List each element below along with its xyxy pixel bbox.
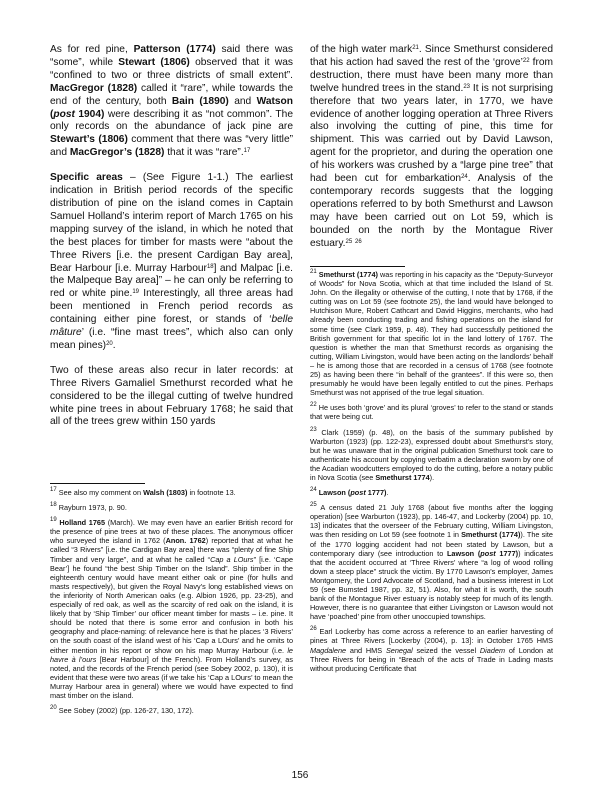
text-run: ) reported that at what he called “3 Rivers” [i.e. the Cardigan Bay area] there was “plenty of fine Ship Timber and very large”, and at what he called “ [50,536,294,564]
footnote [310,503,553,621]
text-run: Clark (1959) (p. 48), on the basis of the summary published by Warburton (1923) (pp. 122-23), expressed doubt about Smethurst’s story, but he was unaware that in the original publication Smethurst took care to authenticate his account by copying verbatim a declaration sworn by one of the Acadian woodcutters employed to do the cutting, before a notary public in Nova Scotia (see [310,427,553,482]
page-number: 156 [291,770,309,781]
text-run: comment that there was “very little” and [50,134,294,159]
text-run: It is not surprising therefore that two years later, in 1770, we have evidence of another logging operation at Three Rivers also involving the cutting of pine, this time for shipment. This was carried out by David Lawson, agent for the proprietor, and during the operation one of his workers was crushed by a “large pine tree” that had been cut for embarkation [310,82,553,185]
left-body [50,44,293,429]
text-run: was reporting in his capacity as the “Deputy-Surveyor of Woods” for Nova Scotia, which at that time included the Island of St. John. On the illegality or otherwise of the cutting, I note that by 1768, if the cutting was on Lot 59 (see footnote 25), the land would have belonged to Hutchison Mure, Robert Cathcart and David Higgins, merchants, who had already been conducting trading and fishing operations on the island for some time (see Clark 1959, p. 48). They had successfully petitioned the British government for that specific lot in the land lottery of 1767. The question is whether the man that Smethurst records as organising the cutting, William Livingston, would have been acting on the landlords’ behalf – he is among those that are recorded in a census of 1768 (see footnote 25) as having been there “in behalf of the grantees”. If this were so, then presumably he would have been legally entitled to cut the pines. Perhaps Smethurst was not apprised of the true legal situation. [310,270,553,398]
text-run: and HMS [346,645,386,655]
footnote-rule [310,266,405,267]
footnote-marker: 22 [310,402,317,409]
text-run: Bain (1890) [171,95,229,107]
text-run: ) indicates that the accident occurred at ‘Three Rivers’ where “a log of wood rolling down a steep place” struck the victim. By 1770 Lawson’s employer, James Montgomery, the Lord Advocate of Scotland, had a business interest in Lot 59 (see Bumsted 1987, pp. 32, 51). Also, for what it is worth, the south bank of the Montague River estuary is notably steep for much of its length. However, there is no guarantee that either Livingston or Lawson would not have ‘poached’ pine from other unoccupied townships. [310,548,553,622]
footnote-marker: 26 [355,238,362,245]
text-run: Senegal [385,645,413,655]
text-run: Anon. 1762 [165,536,206,546]
text-run: . [386,488,389,498]
text-run: See also my comment on [56,488,144,497]
text-run: said there was “some”, while [50,44,293,68]
text-run: post [480,548,496,558]
footnote-marker: 18 [206,263,214,270]
left-footnotes [50,488,293,721]
footnote [50,706,293,715]
text-run: 1777) [365,488,387,498]
text-run: ). The site of the 1770 logging accident had not been stated by Lawson, but a contemporary diary (see introduction to [310,530,553,558]
text-run: Smethurst (1774) [318,270,378,279]
text-run: Lawson ( [318,488,351,498]
text-run: le havre à l’ours [50,645,293,664]
text-run: Diadem [479,645,506,655]
text-run: (March). We may even have an earlier British record for the presence of pine trees at two of these places. The anonymous officer who surveyed the island in 1762 ( [50,518,294,546]
text-run: from destruction, there must have been many more than twelve hundred trees in the stand. [310,56,553,94]
right-body [310,44,553,251]
text-run: of the high water mark [310,44,413,55]
footnote [50,503,293,512]
paragraph-gap [50,160,293,172]
footnote-marker: 21 [412,45,419,51]
footnote-marker: 21 [310,269,317,275]
text-run: A census dated 21 July 1768 (about five months after the logging operation) [see Warburton (1923), pp. 146-47, and Lockerby (2004) pp. 10, 13] indicates that the overseer of the February cutting, William Livingston, was then residing on Lot 59 (see footnote 1 in [310,503,553,540]
footnote-marker: 24 [461,174,468,181]
text-run: that it was “rare”. [164,147,244,159]
text-run: called it “rare”, while towards the end of the century, both [50,82,294,107]
text-run: . Analysis of the contemporary records suggests that the logging operations referred to by both Smethurst and Lawson may have been carried out on Lot 59, which is bounded on the north by the Montague River estuary. [310,173,553,249]
left-footnote-list [50,488,293,715]
footnote [50,518,293,700]
text-run: ] and Malpac [i.e. the Malpeque Bay area]” – he can only be referring to red or white pine. [50,262,293,300]
text-run: Rayburn 1973, p. 90. [56,503,127,513]
text-run: – (See Figure 1-1.) The earliest indication in British period records of the specific distribution of pine on the island comes in Captain Samuel Holland’s interim report of March 1765 on his mapping survey of the island, in which he noted that the best places for timber for masts were “about the Three Rivers [i.e. the present Cardigan Bay area], Bear Harbour [i.e. Murray Harbour [50,172,294,274]
paragraph [50,172,293,353]
text-run: He uses both ‘grove’ and its plural ‘groves’ to refer to the stand or stands that were being cut. [310,403,553,422]
text-run: ). [429,472,435,482]
text-run: post [53,108,75,120]
footnote-marker: 25 [310,502,317,509]
footnote-rule [50,483,145,484]
footnote-marker: 23 [310,426,317,433]
footnote-marker: 19 [132,289,140,296]
paragraph [50,44,293,160]
text-run: Stewart’s (1806) [50,134,128,146]
footnote-marker: 17 [50,487,57,493]
footnote-marker: 24 [310,487,317,494]
text-run: Patterson (1774) [133,44,216,55]
text-run: . [112,339,116,351]
footnote-marker: 20 [106,340,113,347]
footnote [310,270,553,397]
footnote-marker: 18 [50,502,57,509]
text-run: Specific areas [50,172,123,184]
text-run: Smethurst 1774 [375,472,430,482]
text-run: Walsh (1803) [143,488,188,497]
right-footnotes [310,270,553,679]
text-run: ” [i.e. ‘Cape Bear’] he found “the best Ship Timber on the Island”. Ship timber in the eighteenth century would have meant either oak or pine (for hulls and masts respectively), but given the Royal Navy’s long established views on the inferiority of North American oaks (e.g. Albion 1926, pp. 23-25), and especially of red oak, as well as the scarcity of red oak on the island, it is likely that by ‘Ship Timber’ our officer meant timber for masts – i.e. pine. It should be noted that there is some error and confusion in both his geography and place-naming: of relevance here is that he places ‘3 Rivers’ on the south coast of the island west of his ‘Cap a LOurs’ and he omits to either mention in his report or show on his map Murray Harbour (i.e. [50,554,293,655]
left-column [50,44,293,429]
footnote-marker: 22 [522,57,530,64]
right-column [310,44,553,251]
text-run: Holland 1765 [59,518,106,528]
footnote [310,627,553,672]
text-run: belle mâture [50,314,293,339]
footnote-marker: 19 [50,517,57,524]
footnote [310,403,553,421]
paragraph [50,365,293,430]
text-run: [Bear Harbour] of the French). From Holland’s survey, as noted, and the records of the French period (see Sobey 2002, p. 130), it is evident that these were two areas (if we take his ‘Cap a LOurs’ to mean the Murray Harbour area in general) where we would have expected to find mast timber on the island. [50,654,293,700]
footnote-marker: 20 [50,705,57,712]
text-run: 1777) [495,548,519,558]
right-footnote-list [310,270,553,673]
text-run: and [228,95,257,107]
text-run: in footnote 13. [187,488,236,497]
text-run: 1904) [74,108,105,120]
footnote-marker: 17 [243,148,251,155]
footnote [50,488,293,497]
text-run: post [350,488,366,498]
footnote [310,428,553,483]
text-run: Watson ( [50,95,293,120]
text-run: Two of these areas also recur in later records: at Three Rivers Gamaliel Smethurst recorded what he considered to be the illegal cutting of twelve hundred white pine trees in about February 1768; he said that all of the trees grew within 150 yards [50,364,293,428]
text-run: Cap a LOurs [210,554,254,564]
text-run: of London at Three Rivers for being in “Breach of the acts of Trade in Lading masts without producing Certificate that [310,645,553,673]
text-run: Interestingly, all three areas had been mentioned in French period records as containing either pine forest, or stands of ‘ [50,288,294,326]
footnote-marker: 25 [345,238,353,245]
text-run: ’ (i.e. “fine mast trees”, which also can only mean pines) [50,327,293,351]
footnote [310,488,553,497]
text-run: observed that it was “confined to two or three districts of small extent”. [50,56,293,81]
footnote-marker: 23 [463,83,470,90]
text-run: Earl Lockerby has come across a reference to an earlier harvesting of pines at Three Rivers [Lockerby (2004), p. 13]: in October 1765 HMS [310,627,553,646]
text-run: Stewart (1806) [118,56,190,68]
text-run: MacGregor’s (1828) [69,147,165,159]
text-run: . Since Smethurst considered that his action had saved the rest of the ‘grove’ [310,44,553,68]
text-run: Lawson ( [446,548,481,558]
text-run: Smethurst (1774) [461,530,521,540]
text-run: MacGregor (1828) [50,82,138,94]
text-run: seized the vessel [412,645,480,655]
footnote-marker: 26 [310,626,317,633]
paragraph [310,44,553,251]
text-run: Magdalene [310,645,347,655]
paragraph-gap [50,353,293,365]
text-run: As for red pine, [50,44,134,55]
text-run: See Sobey (2002) (pp. 126-27, 130, 172). [56,706,194,716]
text-run: were describing it as “not common”. The only records on the abundance of jack pine are [50,108,293,133]
